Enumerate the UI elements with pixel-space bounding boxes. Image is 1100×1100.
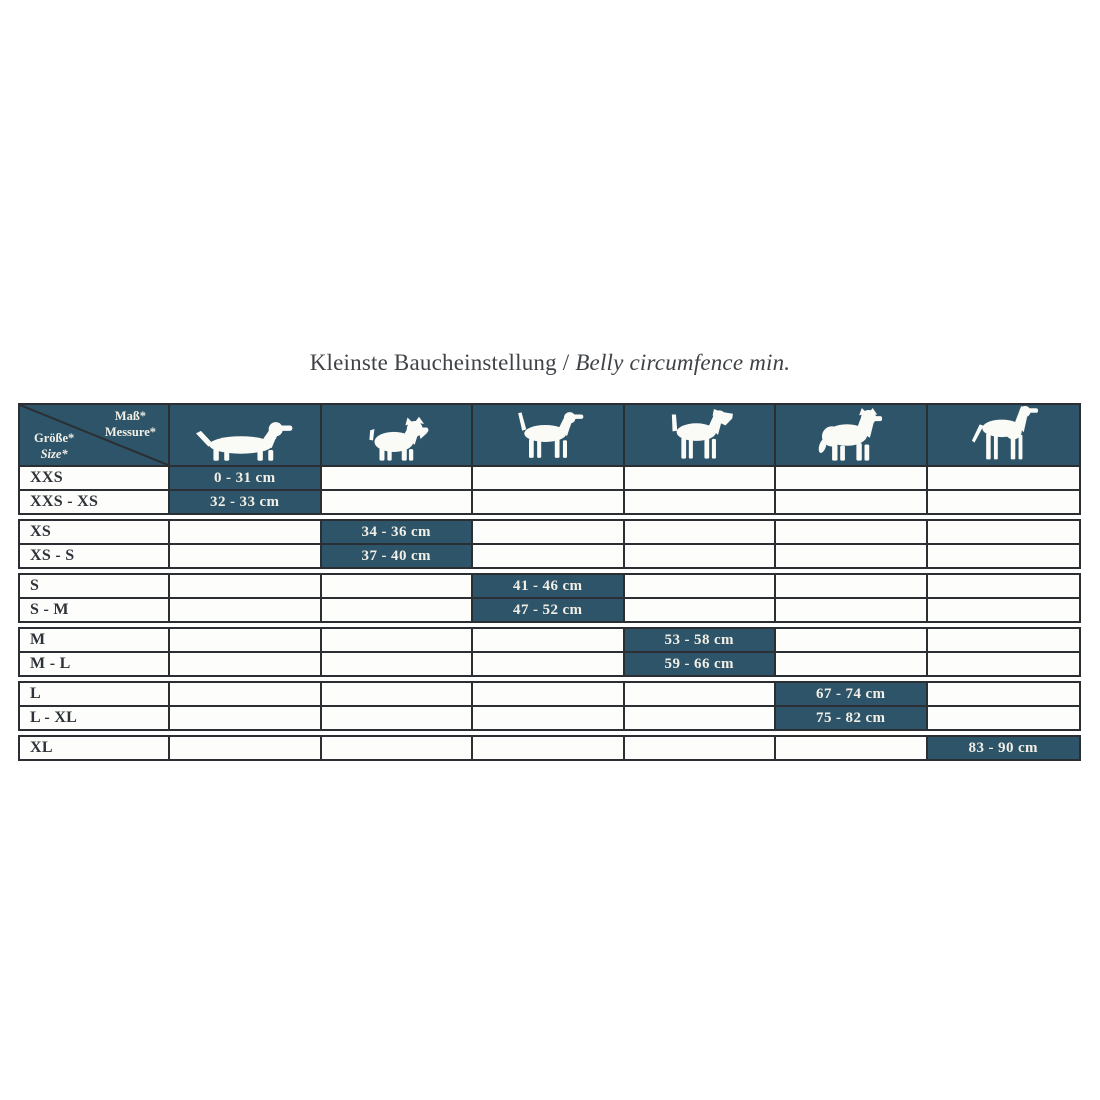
empty-cell bbox=[625, 599, 777, 621]
empty-cell bbox=[625, 683, 777, 705]
table-row bbox=[20, 597, 1079, 621]
row-label: XL bbox=[20, 737, 170, 759]
great-dane-icon bbox=[963, 405, 1043, 462]
husky-icon bbox=[812, 408, 890, 462]
table-row bbox=[20, 705, 1079, 729]
measurement-cell: 47 - 52 cm bbox=[473, 599, 625, 621]
table-title bbox=[0, 350, 1100, 376]
header-cell-dachshund bbox=[170, 405, 322, 465]
measurement-cell: 34 - 36 cm bbox=[322, 521, 474, 543]
empty-cell bbox=[170, 521, 322, 543]
empty-cell bbox=[776, 737, 928, 759]
table-row bbox=[20, 575, 1079, 597]
empty-cell bbox=[170, 683, 322, 705]
table-row bbox=[20, 683, 1079, 705]
empty-cell bbox=[928, 629, 1080, 651]
empty-cell bbox=[473, 707, 625, 729]
table-row bbox=[20, 467, 1079, 489]
empty-cell bbox=[776, 599, 928, 621]
empty-cell bbox=[170, 653, 322, 675]
empty-cell bbox=[625, 467, 777, 489]
empty-cell bbox=[170, 707, 322, 729]
measure-label-de: Maß* bbox=[114, 409, 147, 423]
header-cell-husky bbox=[776, 405, 928, 465]
table-row bbox=[20, 651, 1079, 675]
table-row bbox=[20, 543, 1079, 567]
header-cell-fox-terrier bbox=[625, 405, 777, 465]
measurement-cell: 75 - 82 cm bbox=[776, 707, 928, 729]
empty-cell bbox=[625, 545, 777, 567]
empty-cell bbox=[473, 737, 625, 759]
table-title-de: Kleinste Baucheinstellung / bbox=[309, 350, 576, 375]
fox-terrier-icon bbox=[661, 409, 737, 462]
row-label: XS - S bbox=[20, 545, 170, 567]
empty-cell bbox=[928, 545, 1080, 567]
row-group bbox=[18, 627, 1081, 677]
empty-cell bbox=[473, 467, 625, 489]
measurement-cell: 53 - 58 cm bbox=[625, 629, 777, 651]
empty-cell bbox=[170, 599, 322, 621]
row-group bbox=[18, 519, 1081, 569]
table-title-en: Belly circumfence min. bbox=[575, 350, 791, 375]
size-label bbox=[34, 430, 74, 463]
row-group bbox=[18, 735, 1081, 761]
empty-cell bbox=[776, 491, 928, 513]
empty-cell bbox=[322, 467, 474, 489]
table-header-row bbox=[18, 403, 1081, 465]
empty-cell bbox=[322, 491, 474, 513]
empty-cell bbox=[170, 629, 322, 651]
dachshund-icon bbox=[191, 418, 299, 462]
empty-cell bbox=[928, 575, 1080, 597]
empty-cell bbox=[625, 521, 777, 543]
medium-dog-icon bbox=[510, 409, 586, 462]
table-row bbox=[20, 521, 1079, 543]
table-row bbox=[20, 737, 1079, 759]
row-label: XS bbox=[20, 521, 170, 543]
empty-cell bbox=[928, 521, 1080, 543]
measurement-cell: 32 - 33 cm bbox=[170, 491, 322, 513]
header-cell-terrier bbox=[322, 405, 474, 465]
header-cell-great-dane bbox=[928, 405, 1080, 465]
empty-cell bbox=[928, 599, 1080, 621]
empty-cell bbox=[928, 653, 1080, 675]
empty-cell bbox=[776, 467, 928, 489]
row-group bbox=[18, 681, 1081, 731]
empty-cell bbox=[928, 467, 1080, 489]
row-label: S - M bbox=[20, 599, 170, 621]
terrier-icon bbox=[360, 416, 432, 462]
empty-cell bbox=[322, 707, 474, 729]
empty-cell bbox=[322, 683, 474, 705]
size-chart-table bbox=[18, 403, 1081, 761]
row-label: XXS bbox=[20, 467, 170, 489]
empty-cell bbox=[625, 575, 777, 597]
empty-cell bbox=[776, 629, 928, 651]
row-group bbox=[18, 573, 1081, 623]
measure-label-en: Messure* bbox=[104, 425, 156, 440]
size-label-de: Größe* bbox=[34, 430, 75, 445]
empty-cell bbox=[322, 653, 474, 675]
empty-cell bbox=[776, 653, 928, 675]
empty-cell bbox=[322, 737, 474, 759]
table-body bbox=[18, 465, 1081, 761]
empty-cell bbox=[776, 545, 928, 567]
size-label-en: Size* bbox=[40, 446, 68, 461]
row-label: L - XL bbox=[20, 707, 170, 729]
empty-cell bbox=[776, 521, 928, 543]
empty-cell bbox=[928, 491, 1080, 513]
table-row bbox=[20, 489, 1079, 513]
empty-cell bbox=[473, 545, 625, 567]
row-label: M bbox=[20, 629, 170, 651]
empty-cell bbox=[473, 653, 625, 675]
row-label: S bbox=[20, 575, 170, 597]
empty-cell bbox=[473, 521, 625, 543]
empty-cell bbox=[625, 491, 777, 513]
row-label: XXS - XS bbox=[20, 491, 170, 513]
empty-cell bbox=[170, 545, 322, 567]
empty-cell bbox=[473, 629, 625, 651]
empty-cell bbox=[322, 575, 474, 597]
measurement-cell: 59 - 66 cm bbox=[625, 653, 777, 675]
empty-cell bbox=[928, 707, 1080, 729]
header-cell-medium-dog bbox=[473, 405, 625, 465]
measurement-cell: 67 - 74 cm bbox=[776, 683, 928, 705]
empty-cell bbox=[473, 683, 625, 705]
measurement-cell: 37 - 40 cm bbox=[322, 545, 474, 567]
measurement-cell: 83 - 90 cm bbox=[928, 737, 1080, 759]
empty-cell bbox=[776, 575, 928, 597]
empty-cell bbox=[473, 491, 625, 513]
measurement-cell: 0 - 31 cm bbox=[170, 467, 322, 489]
row-group bbox=[18, 465, 1081, 515]
empty-cell bbox=[322, 599, 474, 621]
measurement-cell: 41 - 46 cm bbox=[473, 575, 625, 597]
table-row bbox=[20, 629, 1079, 651]
measure-label bbox=[105, 408, 156, 441]
row-label: M - L bbox=[20, 653, 170, 675]
empty-cell bbox=[625, 707, 777, 729]
row-label: L bbox=[20, 683, 170, 705]
empty-cell bbox=[170, 737, 322, 759]
empty-cell bbox=[322, 629, 474, 651]
empty-cell bbox=[170, 575, 322, 597]
corner-cell bbox=[20, 405, 170, 465]
empty-cell bbox=[928, 683, 1080, 705]
empty-cell bbox=[625, 737, 777, 759]
